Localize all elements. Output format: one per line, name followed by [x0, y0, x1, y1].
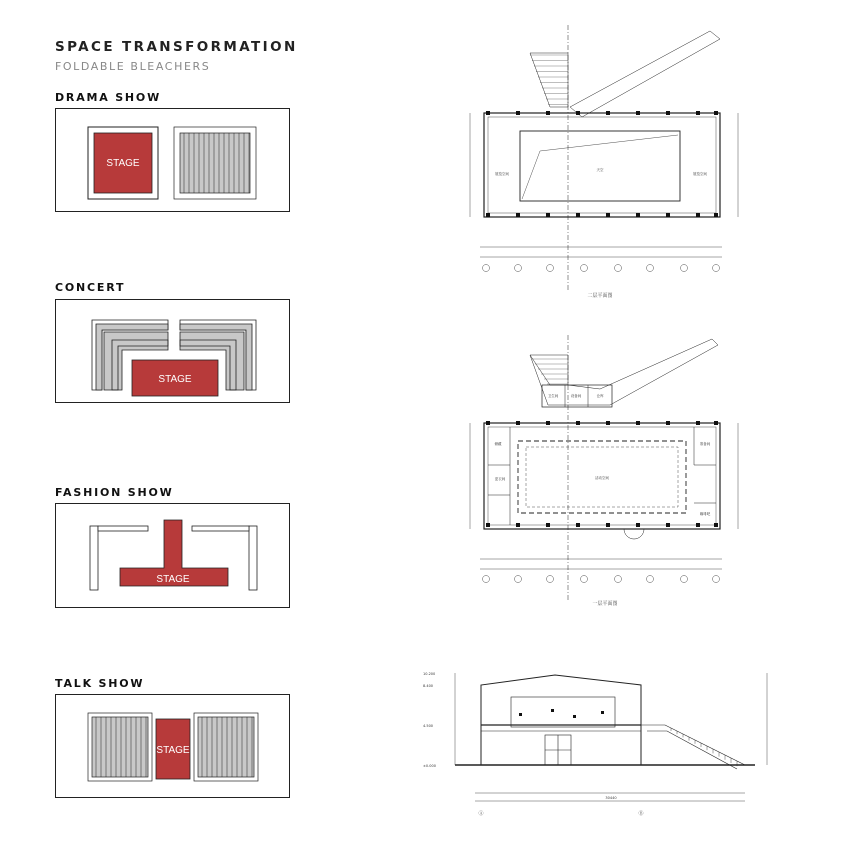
talk-bleacher-right: [194, 713, 258, 781]
axis-marker: [713, 265, 720, 272]
axis-marker: [547, 265, 554, 272]
talk-show-diagram: [56, 695, 291, 799]
upper-right-room-label: 展览空间: [693, 172, 707, 176]
lower-center-label: 活动空间: [595, 476, 609, 480]
section-level-1: 10.200: [423, 672, 436, 676]
section-axis-a: Ⓐ: [478, 811, 484, 817]
section-level-4: ±0.000: [423, 764, 436, 768]
axis-marker: [647, 576, 654, 583]
column-mark: [636, 213, 640, 217]
upper-floor-plan: [450, 25, 750, 305]
panel-talk-show: [55, 694, 290, 798]
axis-marker: [681, 265, 688, 272]
lower-plan-caption: 一层平面图: [592, 601, 618, 607]
column-mark: [714, 213, 718, 217]
lower-room-6: 咖啡吧: [699, 512, 711, 516]
axis-marker: [615, 576, 622, 583]
lower-room-0: 更衣间: [494, 477, 506, 481]
heading-drama-show: DRAMA SHOW: [55, 91, 162, 104]
panel-drama-show: [55, 108, 290, 212]
section-total-width: 30440: [605, 796, 617, 800]
heading-talk-show: TALK SHOW: [55, 677, 145, 690]
lower-room-3: 储藏: [494, 442, 502, 446]
column-mark: [714, 421, 718, 425]
talk-bleacher-left: [88, 713, 152, 781]
heading-concert: CONCERT: [55, 281, 126, 294]
upper-floor-plan-drawing: [450, 25, 750, 305]
column-mark: [696, 523, 700, 527]
column-mark: [636, 421, 640, 425]
column-mark: [546, 421, 550, 425]
axis-marker: [515, 265, 522, 272]
panel-concert: [55, 299, 290, 403]
column-mark: [546, 213, 550, 217]
column-mark: [636, 523, 640, 527]
axis-marker: [615, 265, 622, 272]
column-mark: [606, 523, 610, 527]
column-mark: [486, 213, 490, 217]
axis-marker: [581, 576, 588, 583]
column-mark: [516, 523, 520, 527]
axis-marker: [483, 265, 490, 272]
drama-bleacher: [174, 127, 256, 199]
concert-diagram: [56, 300, 291, 404]
concert-stage-label: STAGE: [158, 374, 192, 385]
axis-marker: [581, 265, 588, 272]
upper-plan-caption: 二层平面图: [587, 293, 613, 299]
column-mark: [486, 421, 490, 425]
panel-fashion-show: [55, 503, 290, 608]
column-mark: [666, 523, 670, 527]
section-axis-b: Ⓑ: [638, 811, 644, 817]
axis-marker: [647, 265, 654, 272]
lower-room-2: 设备间: [570, 394, 582, 398]
axis-marker: [713, 576, 720, 583]
column-mark: [696, 111, 700, 115]
upper-center-label: 天空: [596, 168, 604, 172]
talk-stage-label: STAGE: [156, 745, 190, 756]
column-mark: [546, 111, 550, 115]
column-mark: [606, 213, 610, 217]
column-mark: [696, 421, 700, 425]
column-mark: [546, 523, 550, 527]
column-mark: [714, 111, 718, 115]
column-mark: [606, 111, 610, 115]
column-mark: [516, 421, 520, 425]
axis-marker: [515, 576, 522, 583]
lower-room-4: 准备间: [699, 442, 711, 446]
column-mark: [576, 213, 580, 217]
column-mark: [666, 213, 670, 217]
lower-room-5: 仓库: [596, 394, 604, 398]
column-mark: [714, 523, 718, 527]
building-section: [415, 665, 805, 820]
page-subtitle: FOLDABLE BLEACHERS: [55, 60, 211, 73]
drama-show-diagram: [56, 109, 291, 213]
fashion-stage-label: STAGE: [156, 574, 190, 585]
lower-floor-plan: [450, 335, 750, 610]
axis-marker: [681, 576, 688, 583]
column-mark: [516, 213, 520, 217]
section-level-2: 8.400: [423, 684, 434, 688]
column-mark: [576, 523, 580, 527]
column-mark: [606, 421, 610, 425]
lower-floor-plan-drawing: [450, 335, 750, 610]
drama-stage-label: STAGE: [106, 158, 140, 169]
section-level-3: 4.500: [423, 724, 434, 728]
column-mark: [636, 111, 640, 115]
column-mark: [666, 111, 670, 115]
column-mark: [666, 421, 670, 425]
upper-left-room-label: 展览空间: [495, 172, 509, 176]
axis-marker: [547, 576, 554, 583]
lower-room-1: 卫生间: [547, 394, 559, 398]
page-title: SPACE TRANSFORMATION: [55, 39, 298, 55]
column-mark: [516, 111, 520, 115]
column-mark: [486, 111, 490, 115]
heading-fashion-show: FASHION SHOW: [55, 486, 174, 499]
axis-marker: [483, 576, 490, 583]
building-section-drawing: [415, 665, 805, 820]
column-mark: [576, 111, 580, 115]
column-mark: [696, 213, 700, 217]
fashion-show-diagram: [56, 504, 291, 609]
column-mark: [486, 523, 490, 527]
column-mark: [576, 421, 580, 425]
